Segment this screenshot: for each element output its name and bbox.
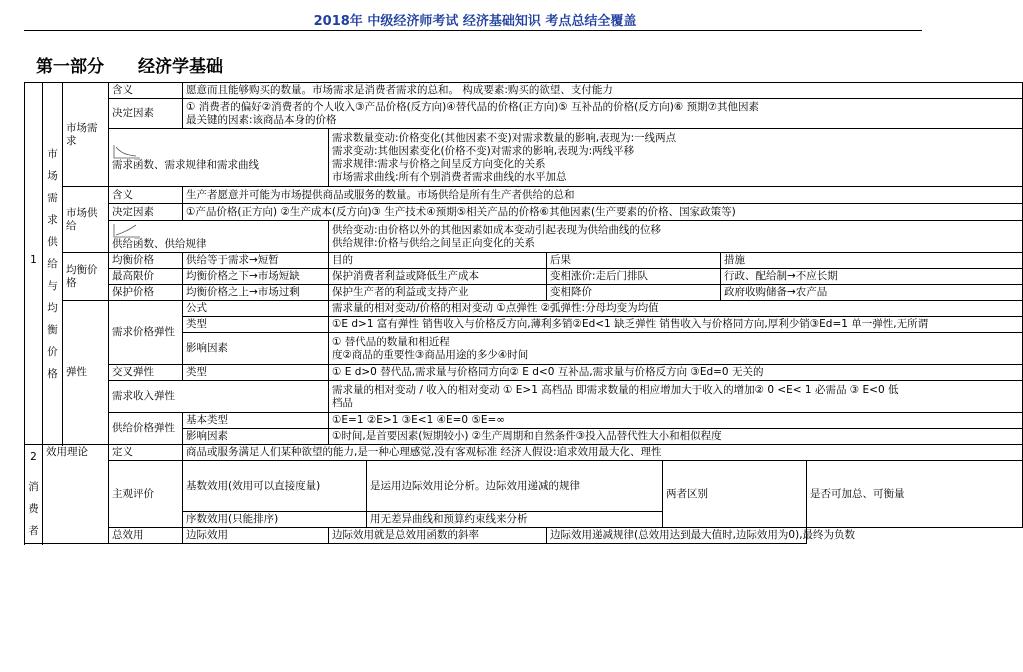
supply-elasticity-factor-label: 影响因素 — [183, 429, 329, 445]
marginal-utility-text: 边际效用就是总效用函数的斜率 — [329, 528, 547, 544]
section1-title-cell — [43, 83, 63, 445]
difference-label: 两者区别 — [663, 461, 807, 528]
cross-elasticity-label: 交叉弹性 — [109, 365, 183, 381]
section1-title-char: 格 — [47, 367, 58, 380]
price-ceiling-label: 最高限价 — [109, 269, 183, 285]
section2-number-cell — [25, 445, 43, 544]
price-floor-effect: 均衡价格之上→市场过剩 — [183, 285, 329, 301]
section1-title-char: 均 — [47, 301, 58, 314]
utility-def-label: 定义 — [109, 445, 183, 461]
demand-factors-label: 决定因素 — [109, 99, 183, 129]
income-elasticity-line: 需求量的相对变动 / 收入的相对变动 ① E>1 高档品 即需求数量的相应增加大于收入的增加② 0 <E< 1 必需品 ③ E<0 低 — [332, 383, 899, 396]
marginal-utility-law: 边际效用递减规律(总效用达到最大值时,边际效用为0),最终为负数 — [547, 528, 807, 544]
demand-label: 市场需求 — [63, 83, 109, 187]
equilibrium-header-0: 均衡价格 — [109, 253, 183, 269]
summary-table — [24, 82, 1023, 544]
demand-function-label — [109, 129, 329, 187]
marginal-utility-label: 边际效用 — [183, 528, 329, 544]
supply-elasticity-basic-label: 基本类型 — [183, 413, 329, 429]
supply-curve-icon — [112, 222, 142, 238]
price-elasticity-type: ①E d>1 富有弹性 销售收入与价格反方向,薄利多销②Ed<1 缺乏弹性 销售收入与价格同方向,厚利少销③Ed=1 单一弹性,无所谓 — [329, 317, 1023, 333]
equilibrium-header-2: 目的 — [329, 253, 547, 269]
price-floor-measure: 政府收购储备→农产品 — [721, 285, 1023, 301]
demand-meaning-label: 含义 — [109, 83, 183, 99]
section1-number-cell — [25, 83, 43, 445]
supply-meaning-label: 含义 — [109, 187, 183, 204]
supply-function-line: 供给变动:由价格以外的其他因素如成本变动引起表现为供给曲线的位移 — [332, 223, 662, 236]
section1-title-char: 供 — [47, 235, 58, 248]
demand-function-line: 需求变动:其他因素变化(价格不变)对需求的影响,表现为:两线平移 — [332, 144, 635, 157]
price-floor-consequence: 变相降价 — [547, 285, 721, 301]
demand-function-line: 需求规律:需求与价格之间呈反方向变化的关系 — [332, 157, 546, 170]
supply-elasticity-basic: ①E=1 ②E>1 ③E<1 ④E=0 ⑤E=∞ — [329, 413, 1023, 429]
cross-elasticity-type: ① E d>0 替代品,需求量与价格同方向② E d<0 互补品,需求量与价格反方向 ③Ed=0 无关的 — [329, 365, 1023, 381]
section1-number: 1 — [30, 253, 37, 266]
demand-meaning: 愿意而且能够购买的数量。市场需求是消费者需求的总和。 构成要素:购买的欲望、支付能力 — [183, 83, 1023, 99]
supply-factors: ①产品价格(正方向) ②生产成本(反方向)③ 生产技术④预期⑤相关产品的价格⑥其他因素(生产要素的价格、国家政策等) — [183, 204, 1023, 221]
ordinal-text: 用无差异曲线和预算约束线来分析 — [367, 512, 663, 528]
price-ceiling-purpose: 保护消费者利益或降低生产成本 — [329, 269, 547, 285]
page-header-title: 2018年 中级经济师考试 经济基础知识 考点总结全覆盖 — [313, 14, 637, 29]
utility-def: 商品或服务满足人们某种欲望的能力,是一种心理感觉,没有客观标准 经济人假设:追求效用最大化、理性 — [183, 445, 1023, 461]
equilibrium-label: 均衡价格 — [63, 253, 109, 301]
demand-factors — [183, 99, 1023, 129]
section1-title-char: 价 — [47, 345, 58, 358]
supply-elasticity-factor: ①时间,是首要因素(短期较小) ②生产周期和自然条件③投入品替代性大小和相似程度 — [329, 429, 1023, 445]
demand-function — [329, 129, 1023, 187]
ordinal-label: 序数效用(只能排序) — [183, 512, 367, 528]
section1-title-char: 衡 — [47, 323, 58, 336]
supply-function — [329, 221, 1023, 253]
income-elasticity-label: 需求收入弹性 — [109, 381, 329, 413]
demand-function-label-text: 需求函数、需求规律和需求曲线 — [112, 159, 259, 171]
demand-factor-line: ① 消费者的偏好②消费者的个人收入③产品价格(反方向)④替代品的价格(正方向)⑤ 互补品的价格(反方向)⑥ 预期⑦其他因素 — [186, 100, 759, 113]
price-floor-purpose: 保护生产者的利益或支持产业 — [329, 285, 547, 301]
price-elasticity-formula-label: 公式 — [183, 301, 329, 317]
section-part: 第一部分 — [36, 57, 104, 77]
price-elasticity-formula: 需求量的相对变动/价格的相对变动 ①点弹性 ②弧弹性:分母均变为均值 — [329, 301, 1023, 317]
demand-curve-icon — [112, 143, 142, 159]
elasticity-label: 弹性 — [63, 301, 109, 445]
total-utility-label: 总效用 — [109, 528, 183, 544]
supply-factors-label: 决定因素 — [109, 204, 183, 221]
section1-title-char: 与 — [47, 279, 58, 292]
section2-title-char: 费 — [28, 503, 39, 515]
cardinal-text: 是运用边际效用论分析。边际效用递减的规律 — [367, 461, 663, 512]
price-elasticity-factor-line: 度②商品的重要性③商品用途的多少④时间 — [332, 348, 529, 361]
section1-title-char: 市 — [47, 147, 58, 160]
price-elasticity-factor-line: ① 替代品的数量和相近程 — [332, 335, 450, 348]
supply-function-label — [109, 221, 329, 253]
demand-factor-line: 最关键的因素:该商品本身的价格 — [186, 113, 337, 126]
section2-title-char: 消 — [28, 481, 39, 493]
section2-title-char: 者 — [28, 525, 39, 537]
price-elasticity-factor-label: 影响因素 — [183, 333, 329, 365]
demand-function-line: 市场需求曲线:所有个别消费者需求曲线的水平加总 — [332, 170, 567, 183]
header-divider — [24, 30, 922, 31]
demand-function-line: 需求数量变动:价格变化(其他因素不变)对需求数量的影响,表现为:一线两点 — [332, 131, 677, 144]
price-ceiling-consequence: 变相涨价:走后门排队 — [547, 269, 721, 285]
cardinal-label: 基数效用(效用可以直接度量) — [183, 461, 367, 512]
cross-elasticity-type-label: 类型 — [183, 365, 329, 381]
section-title — [36, 52, 223, 77]
supply-function-label-text: 供给函数、供给规律 — [112, 238, 207, 250]
price-elasticity-factor — [329, 333, 1023, 365]
supply-label: 市场供给 — [63, 187, 109, 253]
section1-title-char: 求 — [47, 213, 58, 226]
section1-title-char: 场 — [47, 169, 58, 182]
price-ceiling-effect: 均衡价格之下→市场短缺 — [183, 269, 329, 285]
subjective-eval-label: 主观评价 — [109, 461, 183, 528]
supply-meaning: 生产者愿意并可能为市场提供商品或服务的数量。市场供给是所有生产者供给的总和 — [183, 187, 1023, 204]
section-name: 经济学基础 — [138, 57, 223, 77]
section1-title-char: 需 — [47, 191, 58, 204]
section2-number: 2 — [30, 451, 37, 463]
price-ceiling-measure: 行政、配给制→不应长期 — [721, 269, 1023, 285]
price-elasticity-type-label: 类型 — [183, 317, 329, 333]
section1-title-char: 给 — [47, 257, 58, 270]
utility-label: 效用理论 — [43, 445, 109, 544]
price-elasticity-label: 需求价格弹性 — [109, 301, 183, 365]
income-elasticity-line: 档品 — [332, 396, 353, 409]
income-elasticity — [329, 381, 1023, 413]
equilibrium-header-4: 措施 — [721, 253, 1023, 269]
equilibrium-header-1: 供给等于需求→短暂 — [183, 253, 329, 269]
difference-text: 是否可加总、可衡量 — [807, 461, 1023, 528]
equilibrium-header-3: 后果 — [547, 253, 721, 269]
supply-function-line: 供给规律:价格与供给之间呈正向变化的关系 — [332, 236, 536, 249]
supply-elasticity-label: 供给价格弹性 — [109, 413, 183, 445]
price-floor-label: 保护价格 — [109, 285, 183, 301]
